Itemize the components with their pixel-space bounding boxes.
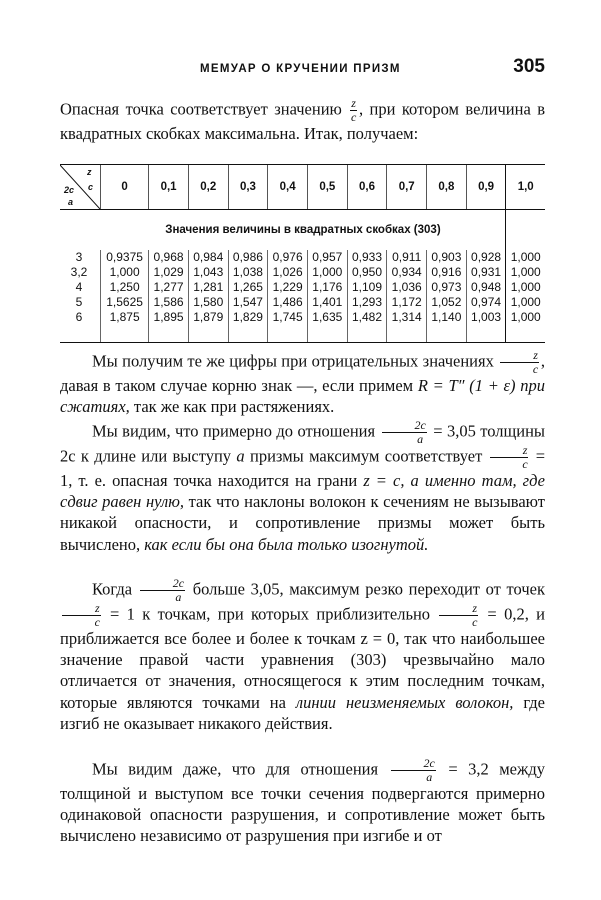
column-header: 1,0 (506, 165, 545, 210)
paragraph-maximum-shift: Когда $\frac{2c}{a}$ больше 3,05, максимум резко переходит от точек $\frac{z}{c}$ = 1 к точкам, при которых приблизительно $\frac{z}{c}$ = 0,2, и приближается все более и более к точкам z = 0, так что наибольшее значение правой части уравнения (303) чрезвычайно мало отличается от значения, относящегося к этим последним точкам, которые являются точками на линии неизменяемых волокон, где изгиб не оказывает никакого действия. (60, 576, 546, 733)
table-cell: 1,401 (307, 295, 347, 310)
table-cell: 1,547 (228, 295, 268, 310)
table-cell: 1,172 (387, 295, 427, 310)
table-cell: 0,973 (427, 280, 467, 295)
corner-z: z (87, 167, 92, 177)
table-row (60, 280, 545, 295)
table-cell: 1,000 (506, 250, 545, 265)
table-cell: 1,486 (268, 295, 308, 310)
table-cell: 1,038 (228, 265, 268, 280)
row-label: 4 (75, 280, 83, 294)
table-cell: 1,036 (387, 280, 427, 295)
table-cell: 1,250 (101, 280, 149, 295)
running-title: МЕМУАР О КРУЧЕНИИ ПРИЗМ (200, 63, 401, 75)
table-row (60, 310, 545, 325)
intro-paragraph: Опасная точка соответствует значению $\frac{z}{c}$ , при котором величина в квадратных скобках максимальна. Итак, получаем: (60, 96, 545, 143)
table-cell: 1,003 (466, 310, 506, 325)
paragraph-ratio-305: Мы видим, что примерно до отношения $\frac{2c}{a}$ = 3,05 толщины 2c к длине или выступу a призмы максимум соответствует $\frac{z}{c}$ = 1, т. е. опасная точка находится на грани z = c, а именно там, где сдвиг равен нулю, так что наклоны волокон к сечениям не вызывают никакой опасности, и сопротивление призмы может быть вычислено, как если бы она была только изогнутой. (60, 418, 546, 554)
page-number: 305 (513, 56, 545, 77)
table-row (60, 295, 545, 310)
table-cell: 1,000 (506, 310, 545, 325)
table-cell: 1,043 (188, 265, 228, 280)
fraction-2c-over-a: $\frac{2c}{a}$ (140, 578, 185, 603)
paragraph-negative-values: Мы получим те же цифры при отрицательных значениях $\frac{z}{c}$ , давая в таком случае корню знак —, если примем R = T″ (1 + ε) при сжатиях, так же как при растяжениях. (60, 348, 546, 417)
table-cell: 0,976 (268, 250, 308, 265)
table-caption: Значения величины в квадратных скобках (303) (165, 224, 441, 236)
fraction-z-over-c: $\frac{z}{c}$ (490, 445, 529, 470)
table-cell: 1,314 (387, 310, 427, 325)
table-row (60, 265, 545, 280)
table-cell: 1,745 (268, 310, 308, 325)
table-cell: 0,9375 (101, 250, 149, 265)
table-cell: 1,293 (347, 295, 387, 310)
table-cell: 0,933 (347, 250, 387, 265)
table-cell: 0,984 (188, 250, 228, 265)
table-cell: 1,000 (506, 280, 545, 295)
table-cell: 0,950 (347, 265, 387, 280)
table-cell: 1,829 (228, 310, 268, 325)
table-row (60, 250, 545, 265)
row-label: 3,2 (70, 265, 88, 279)
column-header: 0,4 (268, 165, 308, 210)
table-cell: 1,000 (506, 295, 545, 310)
column-header: 0,5 (307, 165, 347, 210)
table-cell: 1,029 (149, 265, 189, 280)
table-cell: 1,482 (347, 310, 387, 325)
table-cell: 0,911 (387, 250, 427, 265)
table-cell: 1,875 (101, 310, 149, 325)
column-header: 0,7 (387, 165, 427, 210)
table-cell: 1,586 (149, 295, 189, 310)
row-label: 5 (75, 295, 83, 309)
table-cell: 0,931 (466, 265, 506, 280)
corner-2c: 2c (64, 185, 75, 195)
table-cell: 0,948 (466, 280, 506, 295)
table-caption-row (60, 210, 545, 251)
corner-c: c (88, 182, 94, 192)
corner-a: a (68, 197, 74, 207)
table-cell: 0,968 (149, 250, 189, 265)
table-cell: 1,277 (149, 280, 189, 295)
table-cell: 1,281 (188, 280, 228, 295)
table-cell: 1,109 (347, 280, 387, 295)
table-cell: 1,176 (307, 280, 347, 295)
table-cell: 1,000 (506, 265, 545, 280)
column-header: 0,1 (149, 165, 189, 210)
table-cell: 0,974 (466, 295, 506, 310)
page-header (60, 56, 545, 82)
table-cell: 1,265 (228, 280, 268, 295)
table-cell: 1,140 (427, 310, 467, 325)
table-cell: 0,916 (427, 265, 467, 280)
values-table (60, 164, 545, 340)
row-label: 6 (75, 310, 83, 324)
table-cell: 1,635 (307, 310, 347, 325)
fraction-2c-over-a: $\frac{2c}{a}$ (382, 420, 427, 445)
fraction-z-over-c: $\frac{z}{c}$ (62, 603, 101, 628)
column-header: 0,9 (466, 165, 506, 210)
column-header: 0,6 (347, 165, 387, 210)
table-cell: 1,052 (427, 295, 467, 310)
table-cell: 1,895 (149, 310, 189, 325)
row-label: 3 (75, 250, 83, 264)
table-header-row (60, 165, 545, 210)
table-cell: 1,879 (188, 310, 228, 325)
table-cell: 1,580 (188, 295, 228, 310)
table-cell: 1,000 (307, 265, 347, 280)
fraction-z-over-c: $\frac{z}{c}$ (500, 350, 539, 375)
table-bottom-row (60, 325, 545, 343)
table-cell: 0,986 (228, 250, 268, 265)
table-corner-cell (60, 165, 101, 210)
fraction-z-over-c: $\frac{z}{c}$ (350, 96, 357, 124)
table-cell: 1,026 (268, 265, 308, 280)
fraction-z-over-c: $\frac{z}{c}$ (439, 603, 478, 628)
fraction-2c-over-a: $\frac{2c}{a}$ (391, 758, 436, 783)
table-cell: 0,903 (427, 250, 467, 265)
column-header: 0,2 (188, 165, 228, 210)
column-header: 0 (101, 165, 149, 210)
paragraph-ratio-32: Мы видим даже, что для отношения $\frac{2c}{a}$ = 3,2 между толщиной и выступом все точки сечения подвергаются примерно одинаковой опасности разрушения, и сопротивление может быть вычислено независимо от разрушения при изгибе и от (60, 756, 546, 846)
table-cell: 1,5625 (101, 295, 149, 310)
column-header: 0,3 (228, 165, 268, 210)
column-header: 0,8 (427, 165, 467, 210)
table-cell: 1,000 (101, 265, 149, 280)
table-cell: 1,229 (268, 280, 308, 295)
table-cell: 0,957 (307, 250, 347, 265)
table-cell: 0,934 (387, 265, 427, 280)
table-cell: 0,928 (466, 250, 506, 265)
